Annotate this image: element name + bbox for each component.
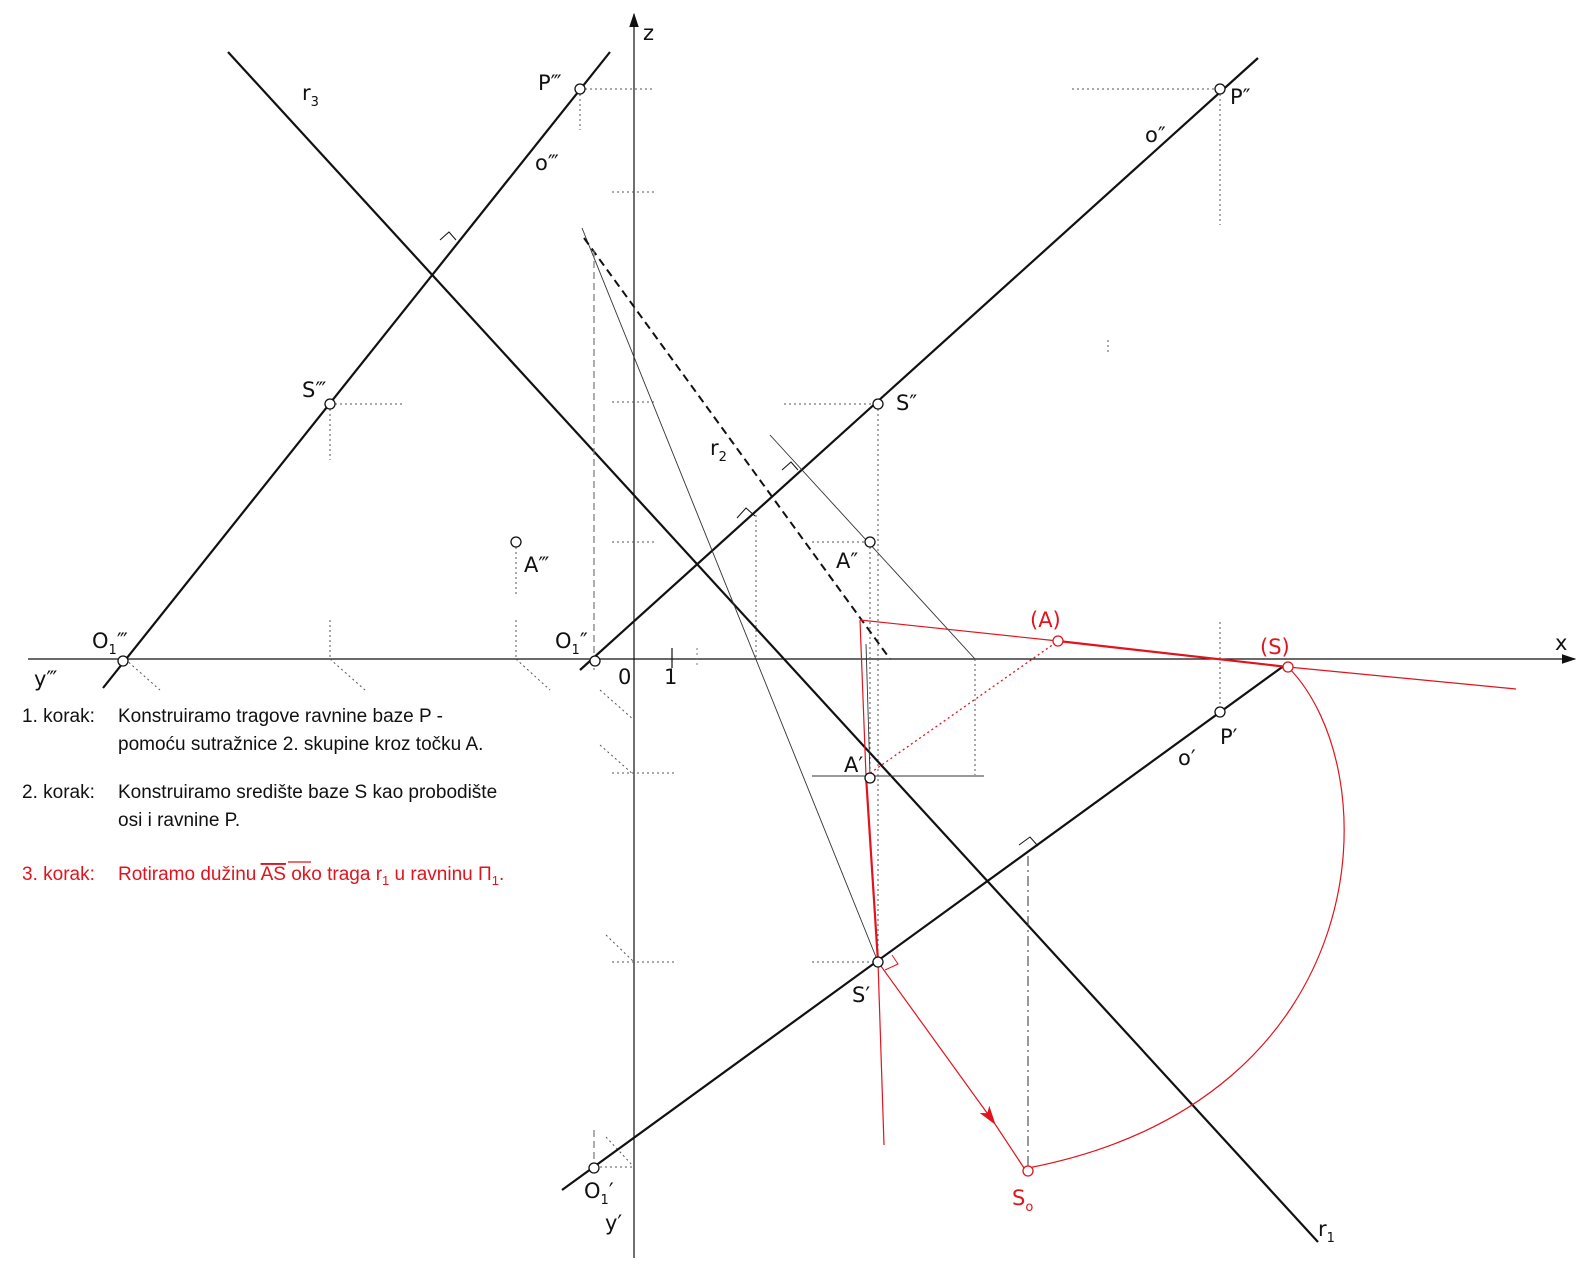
label-z-axis: z [643,21,655,45]
point-a2 [865,537,875,547]
label-x-axis: x [1555,631,1568,655]
point-s-rot [1283,662,1293,672]
point-a1 [865,773,875,783]
step-2-number: 2. korak: [22,782,95,803]
label-a1: A′ [844,753,864,777]
step-3-number: 3. korak: [22,864,95,885]
red-segment-a-s-rot [1058,641,1288,667]
ref-diag-1 [125,659,160,690]
red-dotted-a1-a [866,641,1058,776]
line-o2 [580,58,1258,670]
ref-diag-5 [600,745,634,775]
steps [22,706,504,888]
labels [34,21,1567,1246]
red-line-through-s1 [878,962,884,1145]
red-rotation-arrow [878,962,995,1124]
ref-diag-2 [330,659,365,690]
point-o12 [590,656,600,666]
label-s0: $S_o$ [1012,1186,1034,1215]
label-one: 1 [664,665,678,689]
right-angle-2 [737,508,755,518]
thin-a1-stub [866,644,870,776]
label-y3-axis: y‴ [34,667,58,691]
step-1-line2: pomoću sutražnice 2. skupine kroz točku A. [118,734,484,755]
ref-diag-6 [606,935,634,962]
trace-r3-r2-r1 [228,52,1318,1242]
label-r1: $r_1$ [1318,1217,1335,1246]
label-r2: $r_2$ [710,436,727,465]
step-3-line1: Rotiramo dužinu AS oko traga $r_1$ u ravninu $\Pi_1$. [118,864,505,888]
label-p3: P‴ [538,71,562,95]
line-o3 [103,52,610,688]
red-line-s-rot [1288,667,1516,689]
label-a-rot: (A) [1030,608,1061,632]
point-a-rot [1053,636,1063,646]
label-o11: $O_1'$ [584,1179,614,1208]
step-2-line1: Konstruiramo središte baze S kao probodište [118,782,498,803]
point-a3 [511,537,521,547]
label-zero: 0 [618,665,632,689]
label-o3: o‴ [535,151,559,175]
label-s2: S″ [896,391,918,415]
red-arrow-tail [995,1124,1024,1168]
label-s3: S‴ [302,378,327,402]
label-p2: P″ [1230,85,1251,109]
point-s0 [1023,1166,1033,1176]
step-1-number: 1. korak: [22,706,95,727]
construction-lines [103,52,1318,1242]
label-s1: S′ [852,983,871,1007]
ref-diag-4 [600,690,634,720]
dashed-line [584,238,890,659]
point-p3 [575,84,585,94]
point-p1 [1215,707,1225,717]
ref-diag-3 [516,659,550,690]
rotation-construction [860,620,1516,1168]
point-o11 [589,1163,599,1173]
red-line-a-rot [860,620,1058,641]
point-s2 [873,399,883,409]
label-y1-axis: y′ [605,1211,623,1235]
label-a2: A″ [836,549,859,573]
label-p1: P′ [1220,725,1238,749]
right-angle-markers [440,232,1038,970]
label-o1: o′ [1178,746,1196,770]
label-s-rot: (S) [1260,635,1290,659]
label-a3: A‴ [524,553,550,577]
step-1-line1: Konstruiramo tragove ravnine baze P - [118,706,443,727]
right-angle-5 [885,955,898,970]
points [118,84,1293,1176]
label-r3: $r_3$ [302,81,319,110]
step-2-line2: osi i ravnine P. [118,810,241,831]
right-angle-4 [1019,837,1038,846]
axes [28,14,1575,1258]
label-o12: $O_1''$ [555,629,588,658]
point-s1 [873,957,883,967]
label-o13: $O_1‴$ [92,629,128,658]
thin-lines [582,228,1028,1168]
line-o1 [562,665,1285,1190]
point-p2 [1215,84,1225,94]
label-o2: o″ [1145,123,1166,147]
red-segment-a1-s1 [866,776,878,962]
thin-line-long [582,228,878,962]
red-rotation-arc [1028,667,1344,1168]
point-s3 [325,399,335,409]
right-angle-1 [440,232,456,240]
point-o13 [118,656,128,666]
